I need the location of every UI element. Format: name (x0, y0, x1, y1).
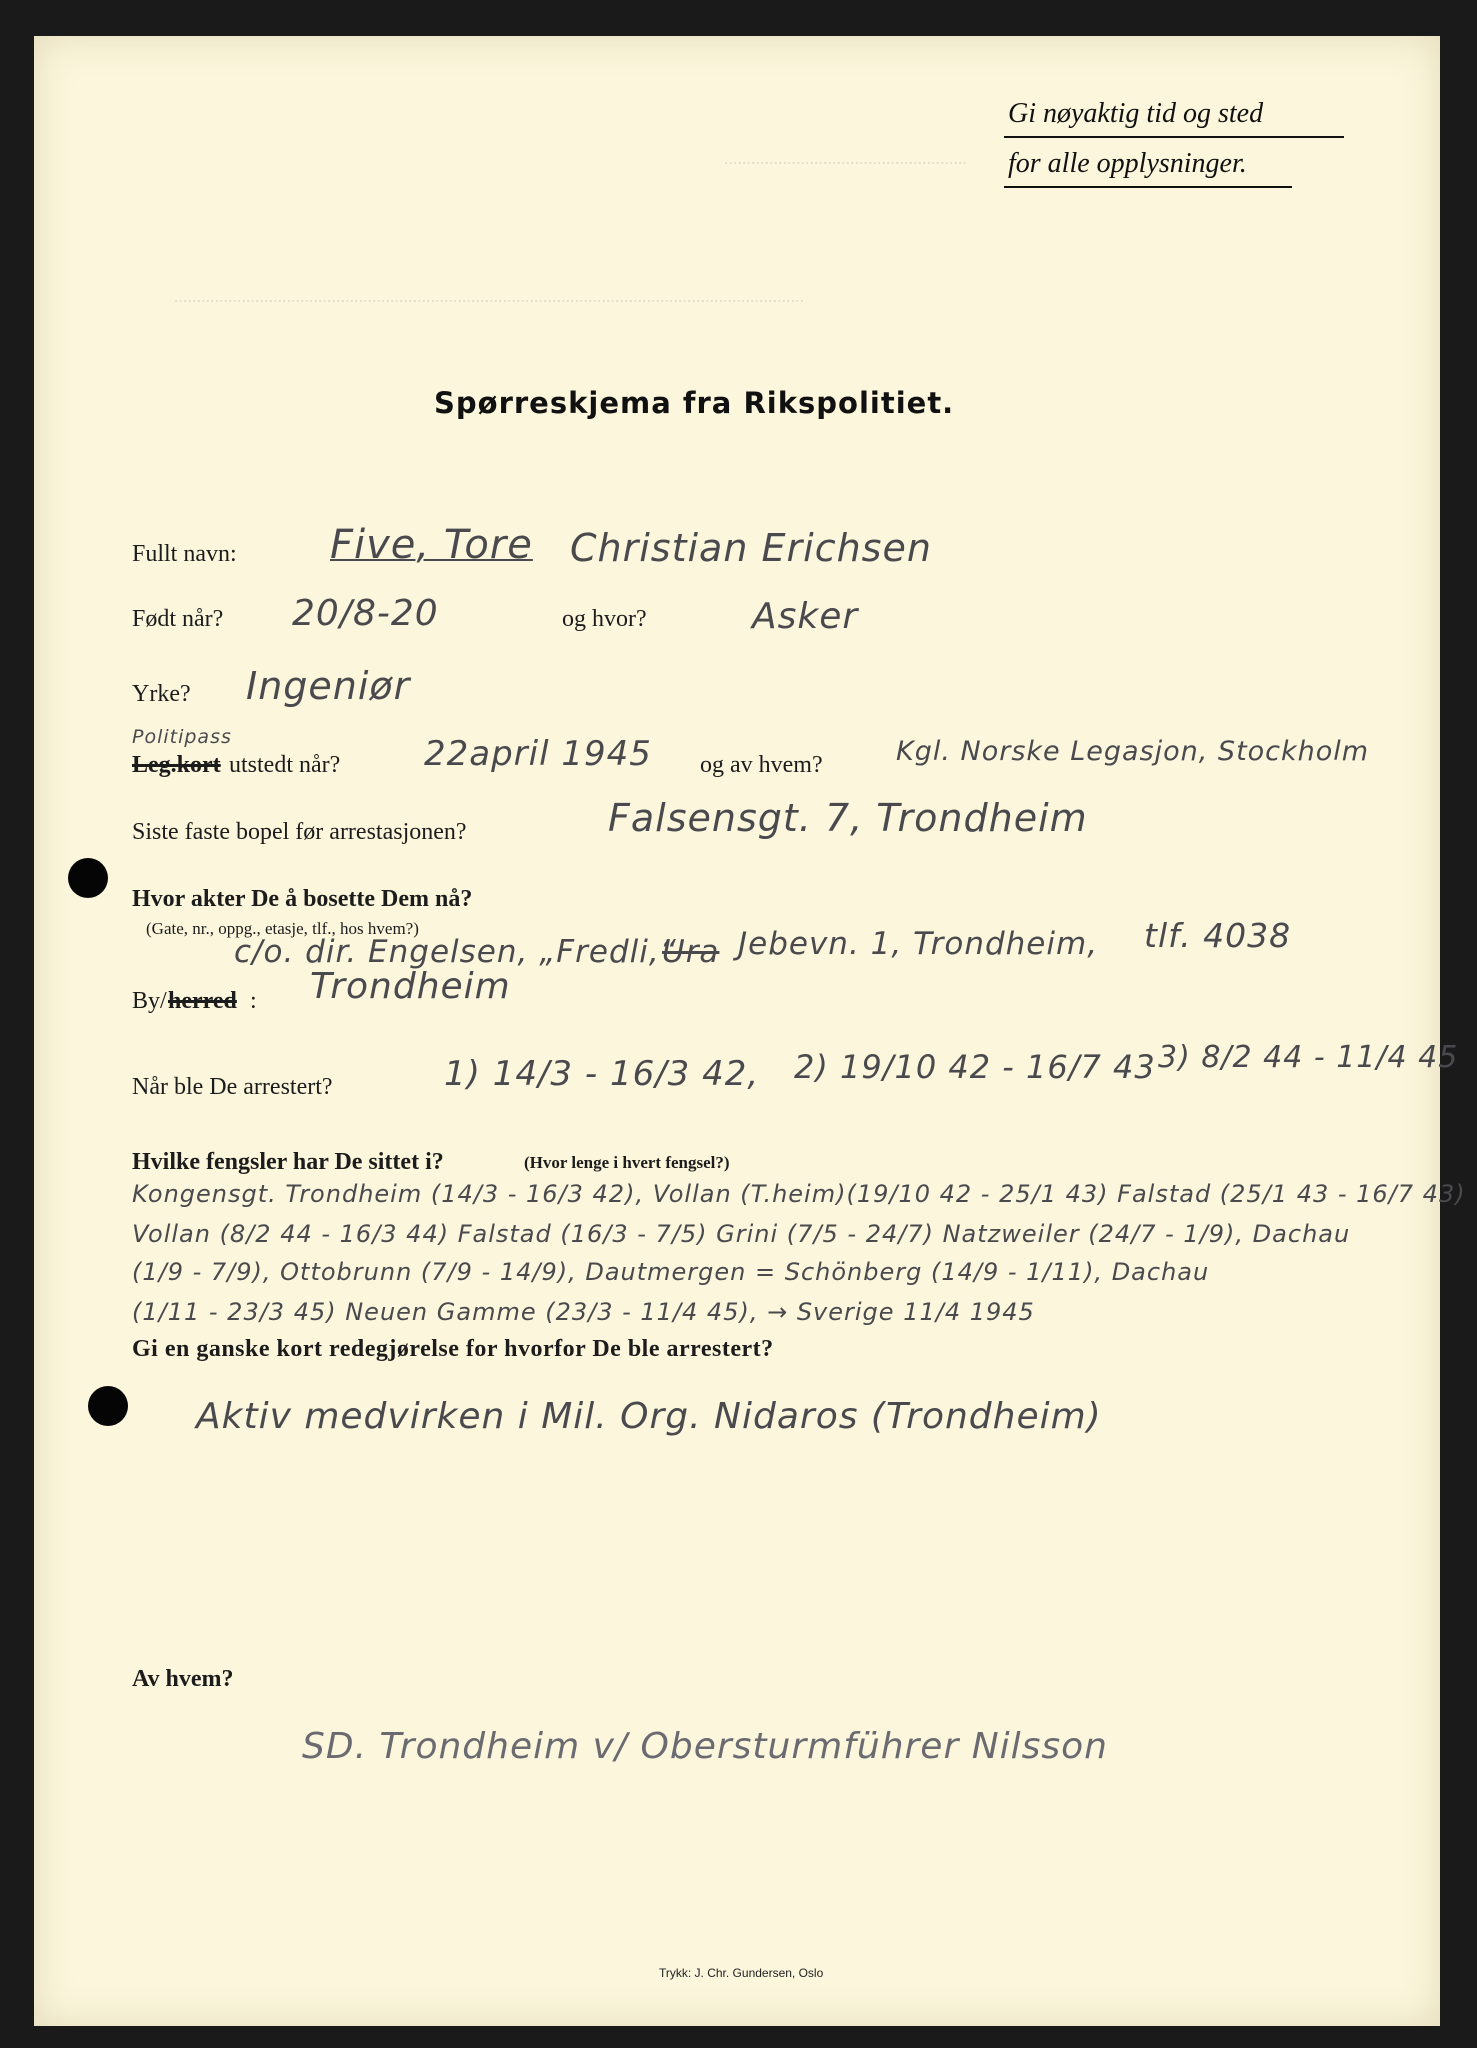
label-arrested: Når ble De arrestert? (132, 1074, 333, 1100)
value-settle-street: Jebevn. 1, Trondheim, (738, 926, 1099, 962)
value-id-by: Kgl. Norske Legasjon, Stockholm (896, 736, 1370, 767)
label-city-suffix: : (250, 988, 257, 1014)
value-born-when: 20/8-20 (292, 593, 439, 634)
printer-imprint: Trykk: J. Chr. Gundersen, Oslo (659, 1966, 824, 1980)
bleed-through-text: ...................................................... (724, 148, 967, 168)
label-reason: Gi en ganske kort redegjørelse for hvorfor De ble arrestert? (132, 1336, 774, 1362)
value-settle-struck: Ura (662, 934, 720, 970)
notice-line-2: for alle opplysninger. (1008, 148, 1247, 179)
value-arrest-1: 1) 14/3 - 16/3 42, (444, 1054, 760, 1094)
value-city: Trondheim (310, 966, 511, 1007)
label-full-name: Fullt navn: (132, 541, 237, 567)
value-reason: Aktiv medvirken i Mil. Org. Nidaros (Trondheim) (196, 1396, 1102, 1437)
label-by-whom: Av hvem? (132, 1666, 234, 1692)
label-occupation: Yrke? (132, 681, 191, 707)
notice-line-1: Gi nøyaktig tid og sted (1008, 98, 1264, 129)
value-last-address: Falsensgt. 7, Trondheim (608, 796, 1088, 840)
label-id-issued: utstedt når? (229, 752, 341, 778)
label-prisons: Hvilke fengsler har De sittet i? (132, 1149, 444, 1175)
value-arrest-3: 3) 8/2 44 - 11/4 45 (1158, 1040, 1459, 1075)
label-id-struck: Leg.kort (132, 752, 221, 778)
label-city-struck: herred (168, 988, 237, 1014)
bleed-through-text: ............................................................................................................................................ (174, 286, 804, 306)
label-id-by: og av hvem? (700, 752, 823, 778)
document-sheet (34, 36, 1466, 2026)
label-born-when: Født når? (132, 606, 224, 632)
label-born-where: og hvor? (562, 606, 647, 632)
sublabel-settle: (Gate, nr., oppg., etasje, tlf., hos hvem?) (146, 919, 419, 938)
value-occupation: Ingeniør (246, 664, 411, 708)
punch-hole (68, 858, 108, 898)
punch-hole (88, 1386, 128, 1426)
value-prisons-line-4: (1/11 - 23/3 45) Neuen Gamme (23/3 - 11/4 45), → Sverige 11/4 1945 (132, 1298, 1035, 1326)
notice-rule-2 (1004, 186, 1292, 188)
notice-rule-1 (1004, 136, 1344, 138)
label-prisons-note: (Hvor lenge i hvert fengsel?) (524, 1153, 730, 1172)
form-title: Spørreskjema fra Rikspolitiet. (434, 386, 955, 420)
label-settle: Hvor akter De å bosette Dem nå? (132, 886, 473, 912)
value-settle-phone: tlf. 4038 (1144, 916, 1292, 955)
label-city-prefix: By/ (132, 988, 167, 1014)
value-by-whom: SD. Trondheim v/ Obersturmführer Nilsson (302, 1726, 1108, 1767)
value-born-where: Asker (752, 596, 859, 637)
value-settle-co: c/o. dir. Engelsen, „Fredli,“ (234, 934, 677, 970)
value-prisons-line-3: (1/9 - 7/9), Ottobrunn (7/9 - 14/9), Dautmergen = Schönberg (14/9 - 1/11), Dachau (132, 1258, 1210, 1286)
label-last-address: Siste faste bopel før arrestasjonen? (132, 819, 467, 845)
value-id-issued: 22april 1945 (424, 734, 652, 774)
value-prisons-line-2: Vollan (8/2 44 - 16/3 44) Falstad (16/3 - 7/5) Grini (7/5 - 24/7) Natzweiler (24/7 - 1/9), Dachau (132, 1220, 1351, 1248)
value-full-name-given: Christian Erichsen (570, 526, 932, 570)
value-full-name-surname: Five, Tore (330, 522, 533, 568)
value-arrest-2: 2) 19/10 42 - 16/7 43 (794, 1048, 1156, 1086)
value-id-correction: Politipass (132, 726, 232, 748)
value-prisons-line-1: Kongensgt. Trondheim (14/3 - 16/3 42), Vollan (T.heim)(19/10 42 - 25/1 43) Falstad (25/1 43 - 16/7 43) (132, 1180, 1466, 1208)
